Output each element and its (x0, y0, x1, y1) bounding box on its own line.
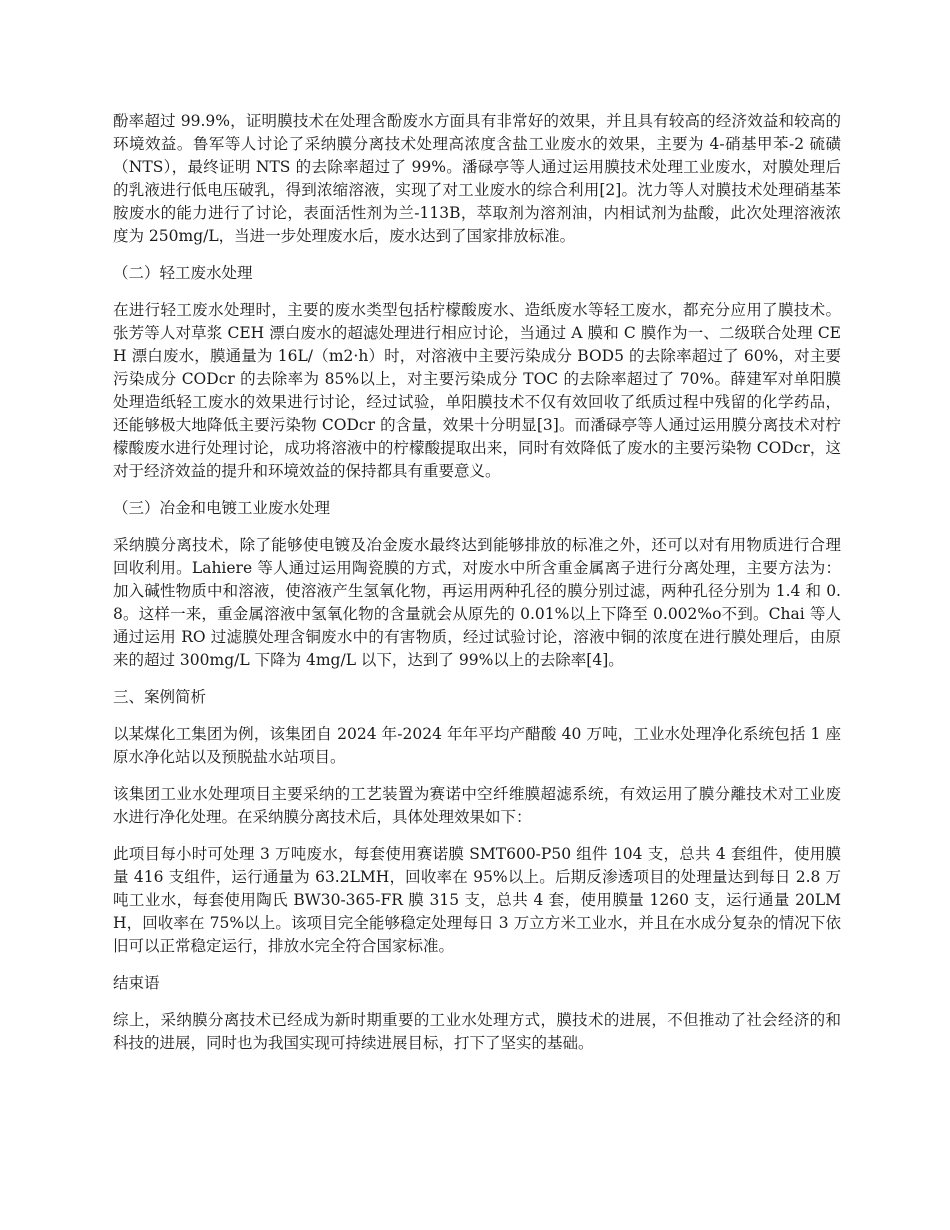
paragraph-case-results: 此项目每小时可处理 3 万吨废水，每套使用赛诺膜 SMT600-P50 组件 104 支，总共 4 套组件，使用膜量 416 支组件，运行通量为 63.2LMH，回收率在 95%以上。后期反渗透项目的处理量达到每日 2.8 万吨工业水，每套使用陶氏 BW30-365-FR 膜 315 支，总共 4 套，使用膜量 1260 支，运行通量 20LMH，回收率在 75%以上。该项目完全能够稳定处理每日 3 万立方米工业水，并且在水成分复杂的情况下依旧可以正常稳定运行，排放水完全符合国家标准。 (113, 845, 841, 955)
paragraph-conclusion: 综上，采纳膜分离技术已经成为新时期重要的工业水处理方式，膜技术的进展，不但推动了社会经济的和科技的进展，同时也为我国实现可持续进展目标，打下了坚实的基础。 (113, 1011, 841, 1052)
paragraph-case-intro: 以某煤化工集团为例，该集团自 2024 年-2024 年年平均产醋酸 40 万吨，工业水处理净化系统包括 1 座原水净化站以及预脱盐水站项目。 (113, 725, 841, 766)
paragraph-case-process: 该集团工业水处理项目主要采纳的工艺装置为赛诺中空纤维膜超滤系统，有效运用了膜分離技术对工业废水进行净化处理。在采纳膜分离技术后，具体处理效果如下： (113, 785, 841, 826)
section-heading-light-industry: （二）轻工废水处理 (113, 264, 253, 282)
section-heading-conclusion: 结束语 (113, 974, 160, 992)
section-heading-case-study: 三、案例简析 (113, 688, 207, 706)
paragraph-metallurgy: 采纳膜分离技术，除了能够使电镀及冶金废水最终达到能够排放的标准之外，还可以对有用物质进行合理回收利用。Lahiere 等人通过运用陶瓷膜的方式，对废水中所含重金属离子进行分离处理，主要方法为：加入碱性物质中和溶液，使溶液产生氢氧化物，再运用两种孔径的膜分别过滤，两种孔径分别为 1.4 和 0.8。这样一来，重金属溶液中氢氧化物的含量就会从原先的 0.01%以上下降至 0.002%o不到。Chai 等人通过运用 RO 过滤膜处理含铜废水中的有害物质，经过试验讨论，溶液中铜的浓度在进行膜处理后，由原来的超过 300mg/L 下降为 4mg/L 以下，达到了 99%以上的去除率[4]。 (113, 536, 841, 669)
paragraph-light-industry: 在进行轻工废水处理时，主要的废水类型包括柠檬酸废水、造纸废水等轻工废水，都充分应用了膜技术。张芳等人对草浆 CEH 漂白废水的超滤处理进行相应讨论，当通过 A 膜和 C 膜作为一、二级联合处理 CEH 漂白废水，膜通量为 16L/（m2·h）时，对溶液中主要污染成分 BOD5 的去除率超过了 60%，对主要污染成分 CODcr 的去除率为 85%以上，对主要污染成分 TOC 的去除率超过了 70%。薛建军对单阳膜处理造纸轻工废水的效果进行讨论，经过试验，单阳膜技术不仅有效回收了纸质过程中残留的化学药品，还能够极大地降低主要污染物 CODcr 的含量，效果十分明显[3]。而潘碌亭等人通过运用膜分离技术对柠檬酸废水进行处理讨论，成功将溶液中的柠檬酸提取出来，同时有效降低了废水的主要污染物 CODcr，这对于经济效益的提升和环境效益的保持都具有重要意义。 (113, 301, 841, 480)
paragraph-phenol-results: 酚率超过 99.9%，证明膜技术在处理含酚废水方面具有非常好的效果，并且具有较高的经济效益和较高的环境效益。鲁军等人讨论了采纳膜分离技术处理高浓度含盐工业废水的效果，主要为 4-硝基甲苯-2 硫磺（NTS），最终证明 NTS 的去除率超过了 99%。潘碌亭等人通过运用膜技术处理工业废水，对膜处理后的乳液进行低电压破乳，得到浓缩溶液，实现了对工业废水的综合利用[2]。沈力等人对膜技术处理硝基苯胺废水的能力进行了讨论，表面活性剂为兰-113B，萃取剂为溶剂油，内相试剂为盐酸，此次处理溶液浓度为 250mg/L，当进一步处理废水后，废水达到了国家排放标准。 (113, 112, 841, 245)
section-heading-metallurgy: （三）冶金和电镀工业废水处理 (113, 499, 331, 517)
document-page (113, 110, 841, 1069)
